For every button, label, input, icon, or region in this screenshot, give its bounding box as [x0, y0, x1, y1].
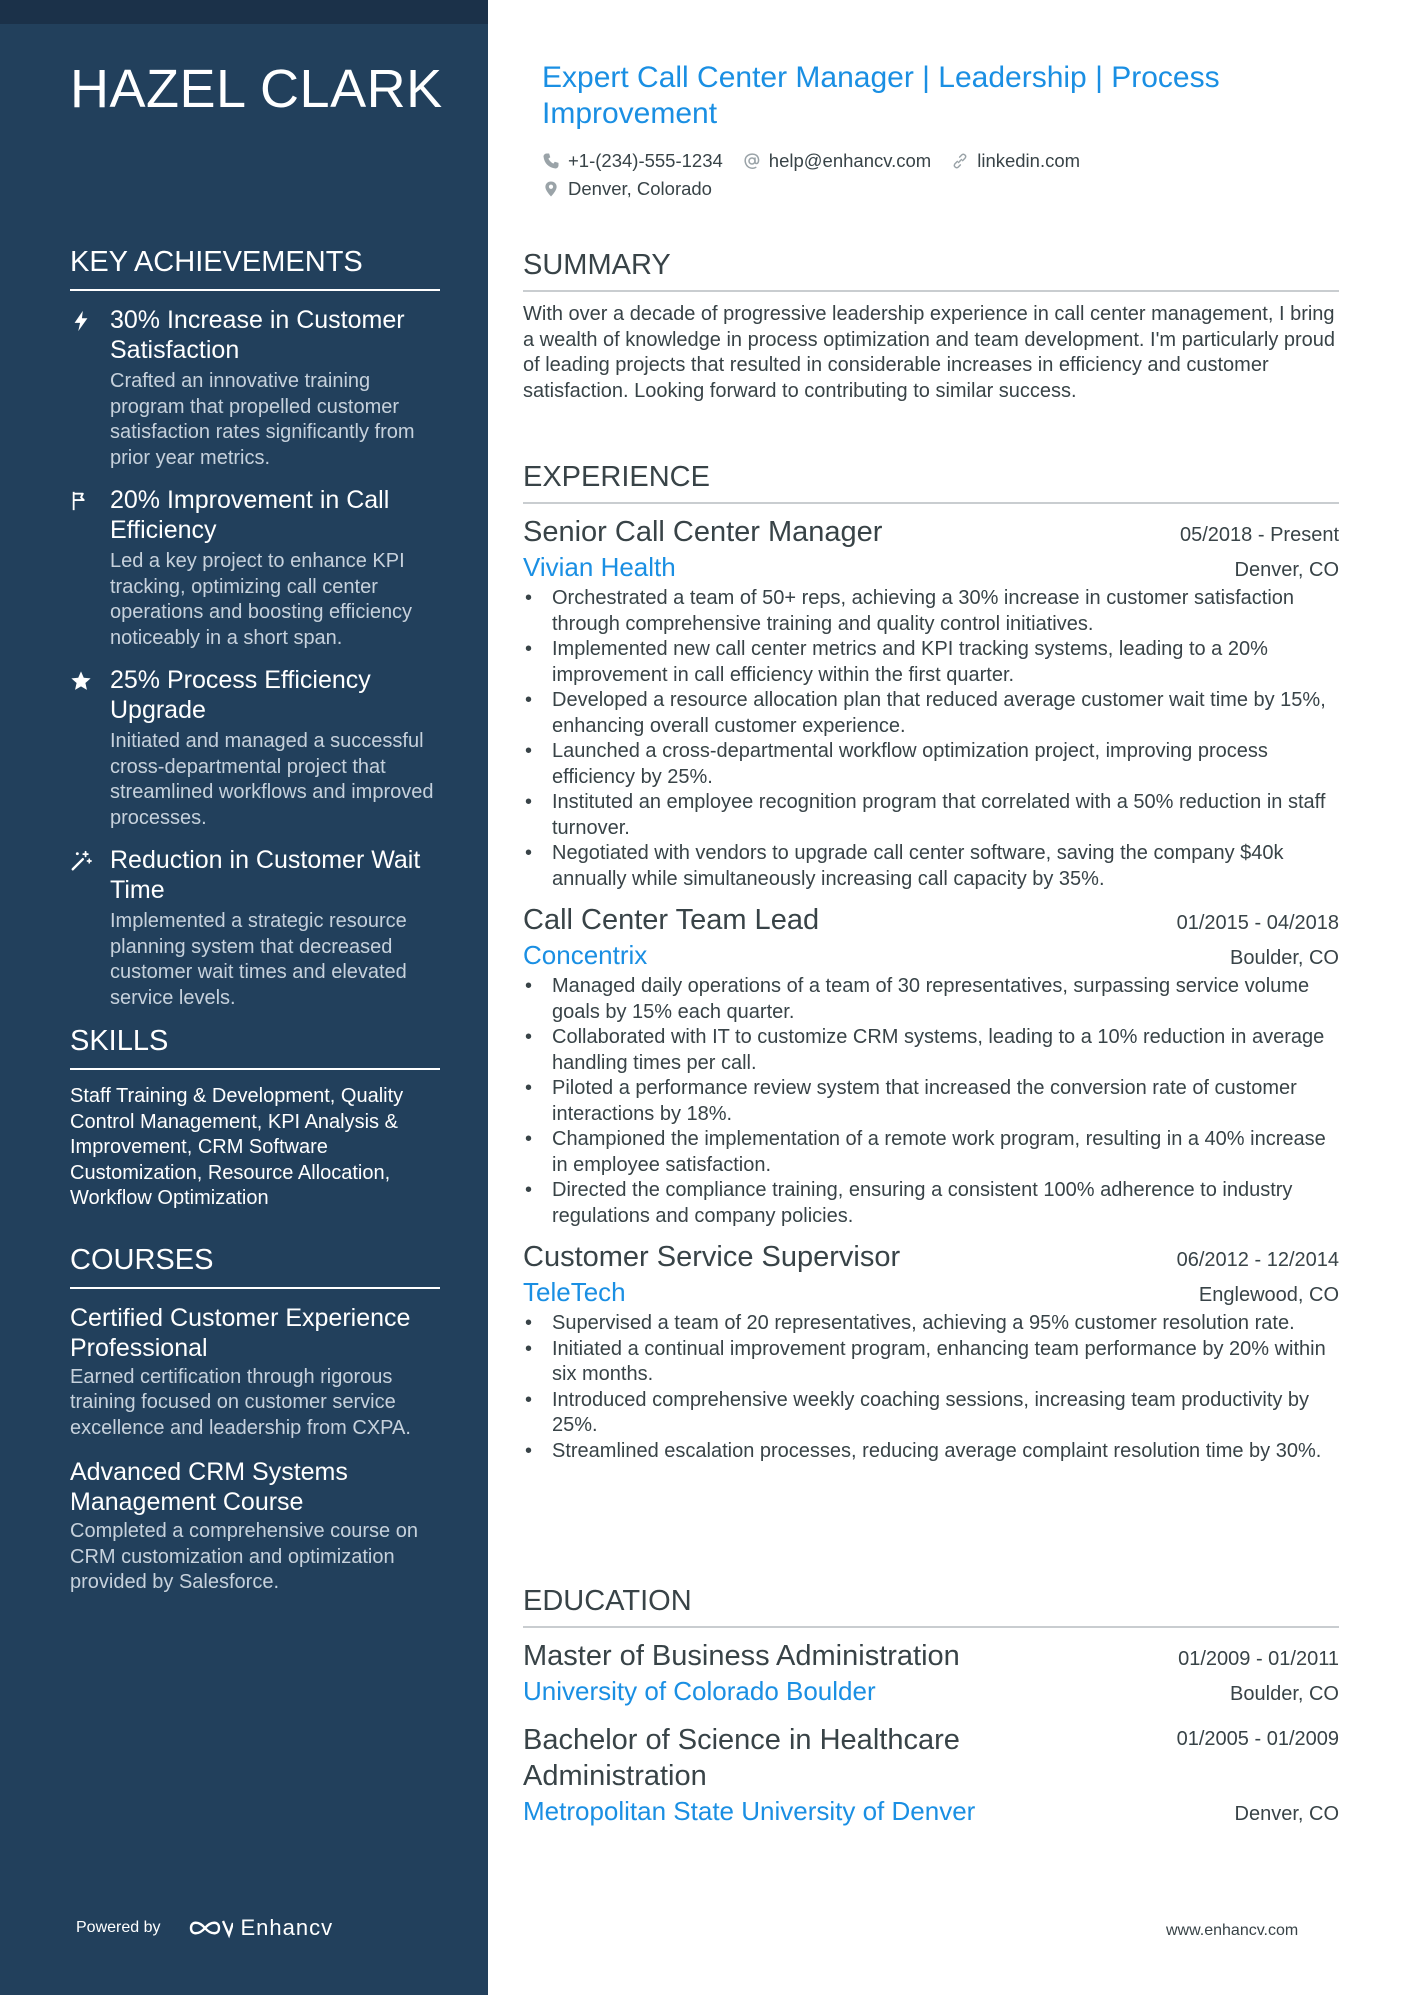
job-bullets [523, 1311, 1339, 1464]
star-icon [70, 665, 110, 831]
job-bullet: • Championed the implementation of a remote work program, resulting in a 40% increase in employee satisfaction. [523, 1127, 1339, 1178]
course-description: Earned certification through rigorous training focused on customer service excellence and leadership from CXPA. [70, 1365, 411, 1439]
powered-by-label: Powered by [76, 1919, 161, 1936]
flag-icon [70, 485, 110, 651]
job-bullets [523, 586, 1339, 892]
location-pin-icon [542, 180, 560, 198]
skills-title: SKILLS [70, 1025, 440, 1070]
job-bullet: • Supervised a team of 20 representatives, achieving a 95% customer resolution rate. [523, 1311, 1339, 1337]
footer-url[interactable]: www.enhancv.com [1166, 1922, 1299, 1939]
job-bullet: • Instituted an employee recognition program that correlated with a 50% reduction in staff turnover. [523, 790, 1339, 841]
job-bullet: • Managed daily operations of a team of 30 representatives, surpassing service volume goals by 15% each quarter. [523, 974, 1339, 1025]
job-bullet: • Initiated a continual improvement program, enhancing team performance by 20% within six months. [523, 1337, 1339, 1388]
job-dates: 06/2012 - 12/2014 [1176, 1249, 1339, 1271]
summary-section [523, 249, 1339, 404]
sidebar-content [70, 246, 440, 1612]
job-bullet: • Collaborated with IT to customize CRM systems, leading to a 10% reduction in average handling times per call. [523, 1025, 1339, 1076]
linkedin-url: linkedin.com [977, 150, 1081, 171]
job-location: Englewood, CO [1198, 1284, 1339, 1306]
education-location: Denver, CO [1234, 1803, 1339, 1825]
powered-by [76, 1915, 333, 1941]
job-dates: 05/2018 - Present [1180, 524, 1339, 546]
education-title: EDUCATION [523, 1585, 1339, 1628]
course-item [70, 1457, 440, 1596]
phone-icon [542, 152, 560, 170]
education-entry [523, 1722, 1339, 1828]
job-company: Vivian Health [523, 552, 676, 582]
magic-wand-icon [70, 845, 110, 1011]
course-title: Certified Customer Experience Professional [70, 1303, 411, 1362]
education-entry [523, 1638, 1339, 1708]
job-bullet: • Introduced comprehensive weekly coaching sessions, increasing team productivity by 25%. [523, 1388, 1339, 1439]
course-description: Completed a comprehensive course on CRM customization and optimization provided by Salesforce. [70, 1520, 418, 1593]
experience-title: EXPERIENCE [523, 461, 1339, 504]
sidebar-top-band [0, 0, 488, 24]
achievement-title: Reduction in Customer Wait Time [110, 846, 421, 904]
job-location: Denver, CO [1234, 559, 1339, 581]
achievement-item [70, 305, 440, 471]
experience-section [523, 461, 1339, 1474]
achievement-description: Initiated and managed a successful cross-departmental project that streamlined workflows and improved processes. [110, 730, 434, 829]
headline: Expert Call Center Manager | Leadership | Process Improvement [542, 61, 1220, 130]
degree-title: Bachelor of Science in Healthcare Administration [523, 1724, 960, 1792]
course-item [70, 1303, 440, 1442]
courses-section [70, 1244, 440, 1596]
lightning-icon [70, 305, 110, 471]
job-bullets [523, 974, 1339, 1229]
phone-number: +1-(234)-555-1234 [568, 150, 723, 171]
job-bullet: • Developed a resource allocation plan that reduced average customer wait time by 15%, enhancing overall customer experience. [523, 688, 1339, 739]
job-entry [523, 1239, 1339, 1464]
skills-list: Staff Training & Development, Quality Control Management, KPI Analysis & Improvement, CRM Software Customization, Resource Allocation, Workflow Optimization [70, 1085, 404, 1209]
courses-title: COURSES [70, 1244, 440, 1289]
contact-info [542, 147, 1322, 203]
enhancv-logo-icon [187, 1917, 233, 1939]
course-title: Advanced CRM Systems Management Course [70, 1458, 348, 1516]
job-bullet: • Negotiated with vendors to upgrade call center software, saving the company $40k annually while simultaneously increasing call capacity by 35%. [523, 841, 1339, 892]
achievement-item [70, 665, 440, 831]
enhancv-brand-text: Enhancv [240, 1915, 334, 1940]
education-section [523, 1585, 1339, 1842]
education-dates: 01/2005 - 01/2009 [1176, 1728, 1339, 1750]
achievement-description: Implemented a strategic resource planning system that decreased customer wait times and elevated service levels. [110, 910, 407, 1009]
job-location: Boulder, CO [1230, 947, 1339, 969]
enhancv-logo[interactable] [187, 1915, 334, 1941]
school-name: University of Colorado Boulder [523, 1676, 876, 1706]
link-icon [951, 152, 969, 170]
candidate-name: HAZEL CLARK [70, 59, 443, 119]
job-bullet: • Launched a cross-departmental workflow optimization project, improving process efficiency by 25%. [523, 739, 1339, 790]
location-text: Denver, Colorado [568, 178, 712, 199]
degree-title: Master of Business Administration [523, 1640, 960, 1672]
job-bullet: • Orchestrated a team of 50+ reps, achieving a 30% increase in customer satisfaction through comprehensive training and quality control initiatives. [523, 586, 1339, 637]
achievement-title: 30% Increase in Customer Satisfaction [110, 306, 405, 364]
job-company: Concentrix [523, 940, 648, 970]
education-dates: 01/2009 - 01/2011 [1178, 1648, 1339, 1670]
job-dates: 01/2015 - 04/2018 [1176, 912, 1339, 934]
education-location: Boulder, CO [1230, 1683, 1339, 1705]
linkedin-contact[interactable] [951, 150, 1080, 172]
achievement-title: 20% Improvement in Call Efficiency [110, 486, 390, 544]
sidebar [0, 0, 488, 1995]
job-bullet: • Streamlined escalation processes, reducing average complaint resolution time by 30%. [523, 1439, 1339, 1465]
achievement-item [70, 485, 440, 651]
achievement-item [70, 845, 440, 1011]
job-title: Call Center Team Lead [523, 904, 820, 936]
key-achievements-section [70, 246, 440, 1011]
achievement-title: 25% Process Efficiency Upgrade [110, 666, 371, 724]
job-entry [523, 514, 1339, 892]
email-contact[interactable] [743, 150, 931, 172]
skills-section [70, 1025, 440, 1212]
job-bullet: • Implemented new call center metrics and KPI tracking systems, leading to a 20% improvement in call efficiency within the first quarter. [523, 637, 1339, 688]
email-address: help@enhancv.com [768, 150, 932, 171]
summary-title: SUMMARY [523, 249, 1339, 292]
job-title: Senior Call Center Manager [523, 516, 883, 548]
job-entry [523, 902, 1339, 1229]
phone-contact[interactable] [542, 150, 723, 172]
job-bullet: • Piloted a performance review system that increased the conversion rate of customer interactions by 18%. [523, 1076, 1339, 1127]
achievement-description: Led a key project to enhance KPI tracking, optimizing call center operations and boosting efficiency noticeably in a short span. [110, 550, 413, 649]
achievement-description: Crafted an innovative training program that propelled customer satisfaction rates significantly from prior year metrics. [110, 370, 415, 469]
job-bullet: • Directed the compliance training, ensuring a consistent 100% adherence to industry regulations and company policies. [523, 1178, 1339, 1229]
job-company: TeleTech [523, 1277, 626, 1307]
school-name: Metropolitan State University of Denver [523, 1796, 976, 1826]
key-achievements-title: KEY ACHIEVEMENTS [70, 246, 440, 291]
summary-text: With over a decade of progressive leadership experience in call center management, I bring a wealth of knowledge in process optimization and team development. I'm particularly proud of leading projects that resulted in considerable increases in efficiency and customer satisfaction. Looking forward to contributing to similar success. [523, 303, 1336, 402]
job-title: Customer Service Supervisor [523, 1241, 901, 1273]
location-contact [542, 178, 712, 200]
at-icon [743, 152, 761, 170]
